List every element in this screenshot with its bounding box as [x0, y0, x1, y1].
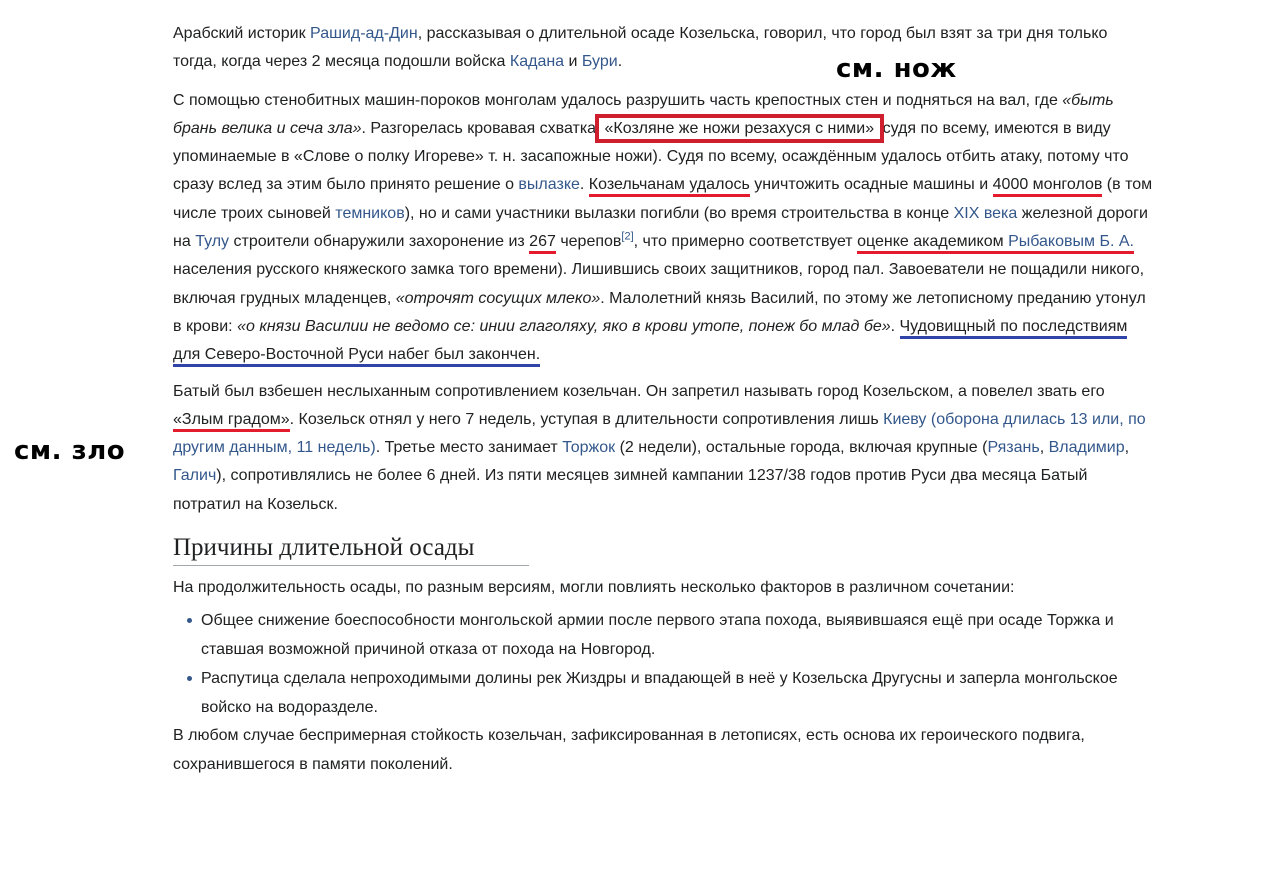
chronicle-quote: «о князи Василии не ведомо се: инии глаголяху, яко в крови утопе, понеж бо млад бе»	[237, 317, 891, 335]
conclusion: В любом случае беспримерная стойкость козельчан, зафиксированная в летописях, есть основа их героического подвига, сохранившегося в памяти поколений.	[173, 727, 1085, 773]
link-kiev[interactable]: Киеву	[883, 410, 927, 428]
reference-2[interactable]: [2]	[621, 230, 634, 243]
section-heading: Причины длительной осады	[173, 533, 529, 566]
text: (2 недели), остальные города, включая крупные (	[615, 439, 988, 457]
link-torzhok[interactable]: Торжок	[562, 439, 616, 457]
text: . Третье место занимает	[375, 439, 563, 457]
text: и	[564, 53, 582, 71]
text: .	[617, 53, 623, 71]
text: черепов	[555, 233, 622, 251]
text: , что примерно соответствует	[633, 233, 858, 251]
text: .	[579, 176, 589, 194]
link-vladimir[interactable]: Владимир	[1048, 439, 1125, 457]
reasons-list	[173, 606, 1153, 722]
chronicle-quote: «быть брань велика и сеча зла»	[173, 91, 1114, 137]
link-rashid-ad-din[interactable]: Рашид-ад-Дин	[310, 25, 418, 42]
link-xix-century[interactable]: XIX века	[953, 204, 1018, 222]
text: . Малолетний князь Василий, по этому же летописному преданию утонул в крови:	[173, 289, 1146, 335]
text: железной дороги на	[173, 204, 1148, 251]
text: ), сопротивлялись не более 6 дней. Из пяти месяцев зимней кампании 1237/38 годов против Руси два месяца Батый потратил на Козельск.	[173, 467, 1088, 513]
text: Арабский историк	[173, 25, 311, 42]
text: ), но и сами участники вылазки погибли (во время строительства в конце	[404, 204, 954, 222]
annotation-see-knife: см. нож	[836, 54, 957, 84]
link-buri[interactable]: Бури	[581, 53, 618, 71]
text: ,	[1039, 439, 1049, 457]
text: строители обнаружили захоронение из	[229, 233, 530, 251]
paragraph-siege	[173, 87, 1153, 370]
link-tula[interactable]: Тулу	[195, 233, 230, 251]
text: . Козельск отнял у него 7 недель, уступая в длительности сопротивления лишь	[289, 410, 884, 428]
text: С помощью стенобитных машин-пороков монголам удалось разрушить часть крепостных стен и подняться на вал, где	[173, 91, 1063, 109]
link-vylazka[interactable]: вылазке	[518, 176, 580, 194]
link-galich[interactable]: Галич	[173, 467, 217, 485]
boxed-quote-knives: «Козляне же ножи резахуся с ними»	[601, 120, 879, 137]
text: .	[890, 317, 900, 335]
text: уничтожить осадные машины и	[749, 176, 993, 194]
underlined-kozelchane: Козельчанам удалось	[589, 176, 750, 197]
text: оценке академиком	[857, 233, 1009, 251]
underlined-267: 267	[529, 233, 556, 254]
text: . Разгорелась кровавая схватка	[361, 119, 601, 137]
link-kadan[interactable]: Кадана	[509, 53, 565, 71]
underlined-4000: 4000 монголов	[993, 176, 1103, 197]
article-content	[173, 20, 1153, 779]
underlined-zlym-gradom: «Злым градом»	[173, 411, 290, 432]
paragraph-rashid	[173, 20, 1153, 77]
underlined-ocenka	[857, 233, 1134, 254]
text: судя по всему, имеются в виду упоминаемые в «Слове о полку Игореве» т. н. засапожные ножи). Судя по всему, осаждённым удалось отбить атаку, потому что сразу вслед за этим было принято решение о	[173, 119, 1129, 194]
text: населения русского княжеского замка того времени). Лишившись своих защитников, город пал. Завоеватели не пощадили никого, включая грудных младенцев,	[173, 261, 1145, 307]
paragraph-batu	[173, 378, 1153, 519]
link-rybakov[interactable]: Рыбаковым Б. А.	[1008, 233, 1134, 251]
annotation-see-evil: см. зло	[14, 436, 126, 466]
text: ,	[1124, 439, 1130, 457]
section-intro: На продолжительность осады, по разным версиям, могли повлиять несколько факторов в различном сочетании:	[173, 579, 1015, 597]
link-temniki[interactable]: темников	[335, 204, 405, 222]
underlined-raid-ended: Чудовищный по последствиям для Северо-Восточной Руси набег был закончен.	[173, 318, 1127, 367]
text: (в том числе троих сыновей	[173, 176, 1153, 222]
chronicle-quote: «отрочят сосущих млеко»	[395, 289, 601, 307]
list-item: Распутица сделала непроходимыми долины рек Жиздры и впадающей в неё у Козельска Другусны и заперла монгольское войско на водоразделе.	[201, 664, 1153, 722]
text: , рассказывая о длительной осаде Козельска, говорил, что город был взят за три дня только тогда, когда через 2 месяца подошли войска	[173, 25, 1108, 71]
link-ryazan[interactable]: Рязань	[987, 439, 1040, 457]
list-item: Общее снижение боеспособности монгольской армии после первого этапа похода, выявившаяся ещё при осаде Торжка и ставшая возможной причиной отказа от похода на Новгород.	[201, 606, 1153, 664]
text: Батый был взбешен неслыханным сопротивлением козельчан. Он запретил называть город Козельском, а повелел звать его	[173, 382, 1105, 400]
link-kiev-defense[interactable]: (оборона длилась 13 или, по другим данным, 11 недель)	[173, 410, 1146, 457]
